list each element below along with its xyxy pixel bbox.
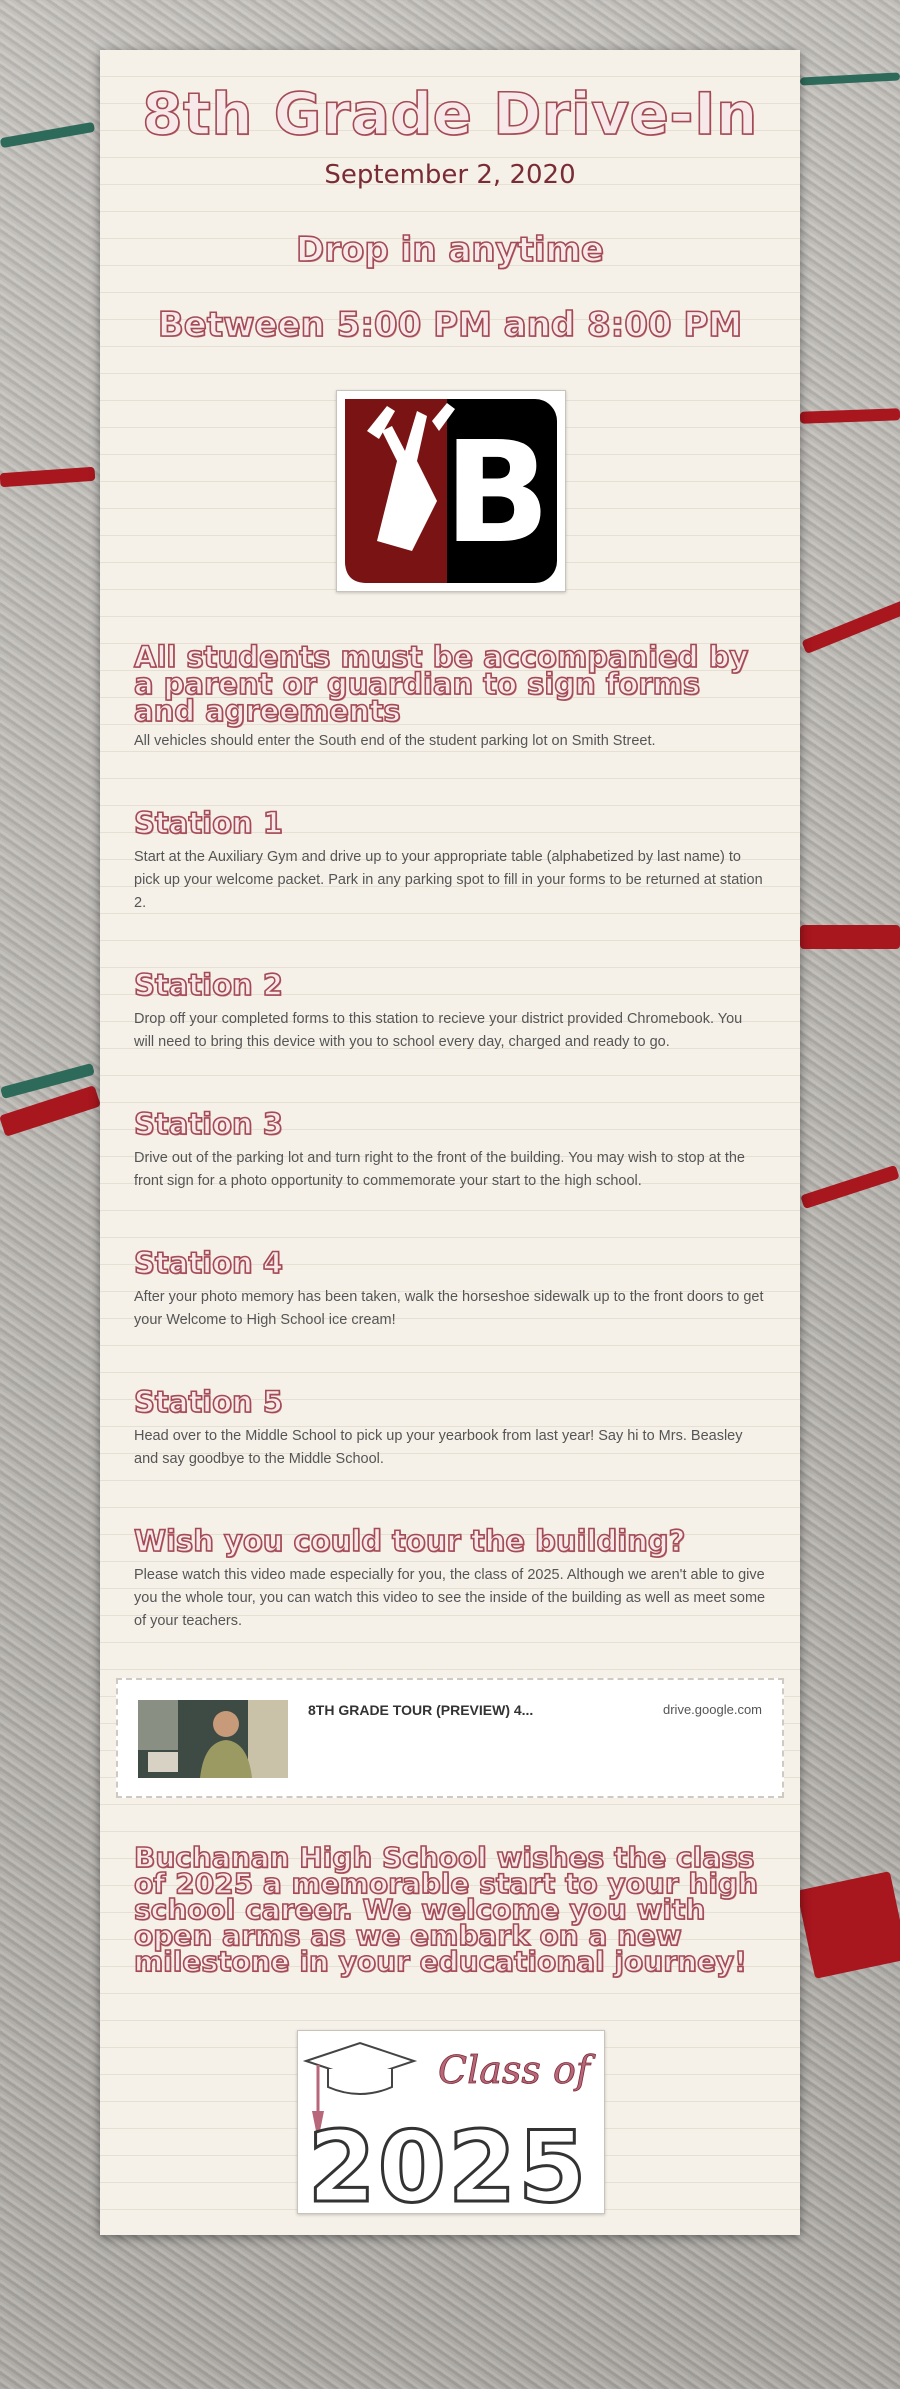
background-court-line xyxy=(800,1165,899,1209)
section-heading: Station 3 xyxy=(134,1107,283,1141)
logo-letter: B xyxy=(443,412,551,575)
school-logo xyxy=(336,390,566,592)
background-court-line xyxy=(0,467,95,488)
background-court-line xyxy=(0,122,95,148)
video-source: drive.google.com xyxy=(663,1702,762,1717)
section-body: After your photo memory has been taken, walk the horseshoe sidewalk up to the front doors to get your Welcome to High School ice cream! xyxy=(134,1289,764,1328)
background-court-block xyxy=(797,1871,900,1979)
class-of-text: Class of xyxy=(438,2048,590,2092)
class-graphic-svg xyxy=(298,2031,604,2213)
flyer-page xyxy=(100,50,800,2235)
section-body: All vehicles should enter the South end of the student parking lot on Smith Street. xyxy=(134,733,656,749)
section-heading: Station 1 xyxy=(134,806,283,840)
subtitle-time: Between 5:00 PM and 8:00 PM xyxy=(157,305,743,345)
video-thumbnail-image xyxy=(138,1700,288,1778)
video-embed-card[interactable] xyxy=(116,1678,784,1798)
class-of-2025-graphic xyxy=(297,2030,605,2214)
video-thumbnail[interactable] xyxy=(138,1700,288,1778)
background-court-line xyxy=(800,925,900,949)
background-court-line xyxy=(800,72,900,85)
closing-message: Buchanan High School wishes the class of 2025 a memorable start to your high school career. We welcome you with open arms as we embark on a new milestone in your educational journey! xyxy=(134,1841,758,1978)
page-title: 8th Grade Drive-In xyxy=(142,80,758,148)
class-year-text: 2025 xyxy=(307,2111,589,2213)
section-body: Drive out of the parking lot and turn right to the front of the building. You may wish to stop at the front sign for a photo opportunity to commemorate your start to the high school. xyxy=(134,1150,745,1189)
section-heading: Station 4 xyxy=(134,1246,283,1280)
subtitle-drop-in: Drop in anytime xyxy=(296,230,604,270)
section-heading: All students must be accompanied by a parent or guardian to sign forms and agreements xyxy=(134,640,749,728)
section-body: Start at the Auxiliary Gym and drive up to your appropriate table (alphabetized by last name) to pick up your welcome packet. Park in any parking spot to fill in your forms to be returned at station 2. xyxy=(134,849,763,911)
section-body: Head over to the Middle School to pick up your yearbook from last year! Say hi to Mrs. Beasley and say goodbye to the Middle School. xyxy=(134,1428,743,1467)
section-heading: Wish you could tour the building? xyxy=(134,1524,686,1558)
section-body: Drop off your completed forms to this station to recieve your district provided Chromebook. You will need to bring this device with you to school every day, charged and ready to go. xyxy=(134,1011,743,1050)
event-date: September 2, 2020 xyxy=(324,160,576,190)
section-heading: Station 5 xyxy=(134,1385,283,1419)
section-heading: Station 2 xyxy=(134,968,283,1002)
deer-logo-icon xyxy=(337,391,565,591)
video-title[interactable]: 8TH GRADE TOUR (PREVIEW) 4... xyxy=(308,1702,534,1718)
background-court-line xyxy=(800,408,900,423)
section-body: Please watch this video made especially for you, the class of 2025. Although we aren't able to give you the whole tour, you can watch this video to see the inside of the building as well as meet some of your teachers. xyxy=(134,1567,766,1629)
background-court-line xyxy=(801,600,900,654)
